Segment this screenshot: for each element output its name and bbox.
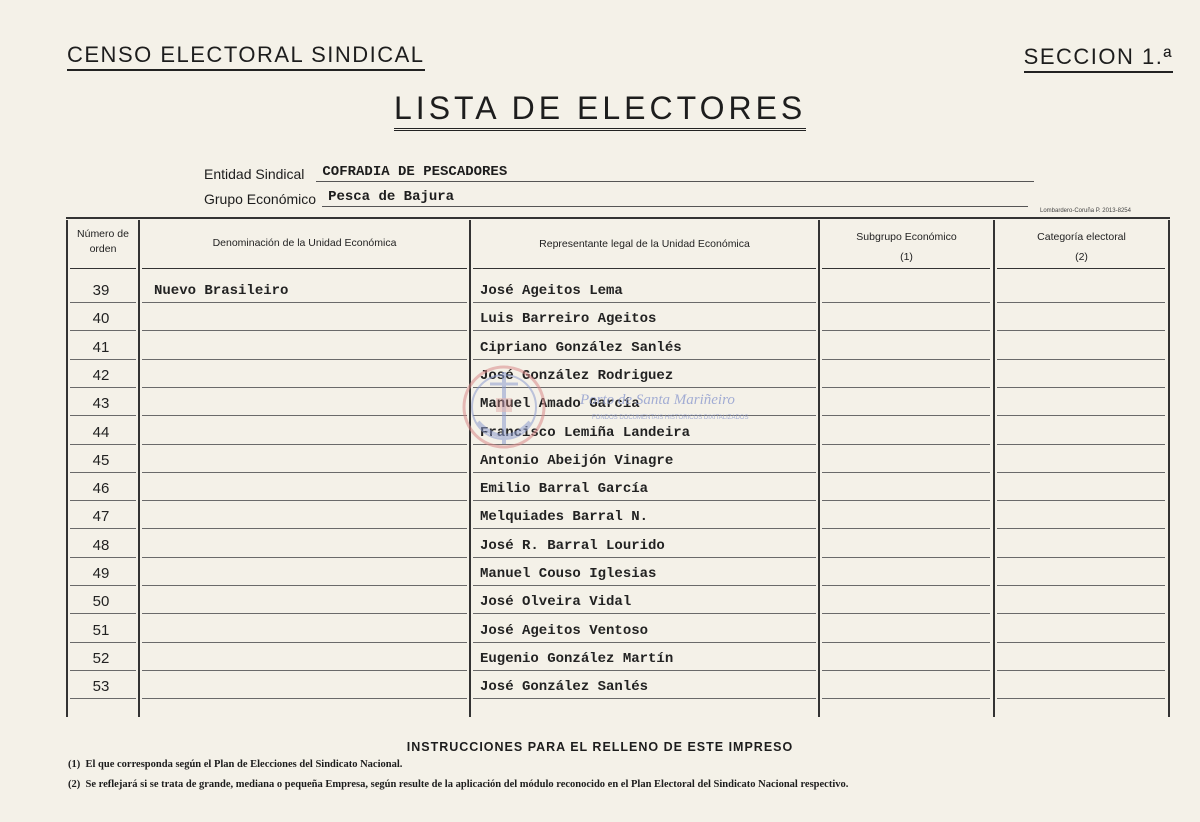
list-title: LISTA DE ELECTORES	[394, 90, 806, 131]
header-rule	[142, 268, 467, 269]
row-rule	[70, 557, 136, 558]
row-rule	[822, 500, 990, 501]
row-rule	[70, 528, 136, 529]
col-divider-3	[818, 220, 820, 717]
row-rule	[70, 500, 136, 501]
col-divider-4	[993, 220, 995, 717]
col-header-unit: Denominación de la Unidad Económica	[212, 237, 397, 249]
row-rule	[70, 415, 136, 416]
row-rule	[822, 302, 990, 303]
row-rule	[473, 528, 816, 529]
row-rule	[822, 698, 990, 699]
row-number: 44	[92, 423, 110, 441]
representative-cell: Manuel Couso Iglesias	[480, 566, 657, 582]
census-title: CENSO ELECTORAL SINDICAL	[67, 42, 425, 71]
row-rule	[142, 359, 467, 360]
representative-cell: Francisco Lemiña Landeira	[480, 424, 691, 441]
row-number: 39	[92, 282, 110, 299]
row-rule	[70, 698, 136, 699]
row-rule	[997, 330, 1165, 331]
representative-cell: José Olveira Vidal	[480, 594, 632, 611]
row-rule	[997, 613, 1165, 614]
row-rule	[473, 613, 816, 614]
row-rule	[822, 359, 990, 360]
row-number: 53	[92, 678, 110, 696]
col-header-subgroup: Subgrupo Económico	[856, 231, 957, 243]
row-rule	[70, 359, 136, 360]
row-number: 46	[92, 480, 110, 498]
unit-name-cell: Nuevo Brasileiro	[154, 283, 289, 299]
row-rule	[997, 557, 1165, 558]
table-top-rule	[66, 217, 1170, 219]
row-number: 41	[92, 338, 110, 356]
row-rule	[142, 444, 467, 445]
col-header-category-note: (2)	[1075, 251, 1088, 263]
row-rule	[822, 585, 990, 586]
row-number: 43	[92, 395, 110, 413]
row-rule	[473, 698, 816, 699]
row-rule	[70, 670, 136, 671]
representative-cell: Manuel Amado García	[480, 396, 640, 413]
representative-cell: José Ageitos Lema	[480, 283, 623, 299]
row-rule	[997, 472, 1165, 473]
row-rule	[822, 528, 990, 529]
note-1-text: El que corresponda según el Plan de Elecciones del Sindicato Nacional.	[85, 759, 403, 770]
row-rule	[473, 585, 816, 586]
col-divider-1	[138, 220, 140, 717]
note-2-text: Se reflejará si se trata de grande, mediana o pequeña Empresa, según resulte de la aplicación del módulo reconocido en el Plan Electoral del Sindicato Nacional respectivo.	[85, 779, 849, 790]
entity-label: Entidad Sindical	[204, 166, 305, 182]
row-rule	[473, 670, 816, 671]
row-number: 49	[92, 565, 110, 582]
note-1-mark: (1)	[68, 759, 81, 770]
row-rule	[142, 670, 467, 671]
representative-cell: Cipriano González Sanlés	[480, 339, 682, 356]
row-rule	[822, 472, 990, 473]
group-label: Grupo Económico	[204, 191, 317, 207]
row-rule	[70, 472, 136, 473]
row-rule	[142, 585, 467, 586]
row-rule	[473, 472, 816, 473]
row-rule	[822, 444, 990, 445]
col-header-category: Categoría electoral	[1037, 231, 1126, 243]
printer-mark: Lombardero-Coruña P. 2013-8254	[1040, 208, 1131, 214]
row-number: 47	[92, 508, 110, 526]
row-rule	[822, 642, 990, 643]
entity-value: COFRADIA DE PESCADORES	[316, 164, 1034, 182]
row-rule	[997, 359, 1165, 360]
col-header-representative: Representante legal de la Unidad Económica	[539, 238, 750, 250]
row-rule	[142, 528, 467, 529]
representative-cell: Antonio Abeijón Vinagre	[480, 452, 674, 469]
row-rule	[473, 330, 816, 331]
col-divider-2	[469, 220, 471, 717]
row-rule	[997, 585, 1165, 586]
header-rule	[70, 268, 136, 269]
watermark-subtext: FONDOS DOCUMENTAIS HISTÓRICOS DIXITALIZADOS	[592, 415, 749, 421]
representative-cell: José González Rodriguez	[480, 367, 674, 384]
row-rule	[473, 302, 816, 303]
representative-cell: Eugenio González Martín	[480, 650, 674, 667]
group-field	[204, 185, 1028, 207]
section-label: SECCION 1.ª	[1024, 44, 1173, 73]
row-rule	[997, 387, 1165, 388]
row-rule	[822, 387, 990, 388]
row-number: 45	[92, 451, 110, 469]
row-rule	[70, 444, 136, 445]
instruction-note-2	[68, 779, 848, 790]
row-rule	[142, 642, 467, 643]
row-rule	[142, 330, 467, 331]
row-rule	[997, 444, 1165, 445]
instructions-title: INSTRUCCIONES PARA EL RELLENO DE ESTE IMPRESO	[406, 740, 794, 754]
row-rule	[997, 415, 1165, 416]
representative-cell: José R. Barral Lourido	[480, 537, 665, 554]
row-rule	[473, 500, 816, 501]
instruction-note-1	[68, 759, 402, 770]
row-rule	[142, 387, 467, 388]
header-rule	[997, 268, 1165, 269]
row-rule	[70, 302, 136, 303]
row-rule	[70, 585, 136, 586]
header-rule	[822, 268, 990, 269]
watermark-text: Porto de Santa Mariñeiro	[580, 392, 735, 408]
row-rule	[142, 557, 467, 558]
row-rule	[70, 330, 136, 331]
row-rule	[997, 642, 1165, 643]
row-rule	[997, 302, 1165, 303]
row-rule	[70, 642, 136, 643]
row-rule	[997, 500, 1165, 501]
row-rule	[142, 698, 467, 699]
entity-field	[204, 160, 1034, 182]
row-number: 52	[92, 649, 110, 667]
representative-cell: Melquiades Barral N.	[480, 509, 649, 526]
representative-cell: José Ageitos Ventoso	[480, 622, 649, 639]
row-rule	[822, 613, 990, 614]
row-number: 48	[92, 536, 110, 554]
table-border-right	[1168, 220, 1170, 717]
row-rule	[70, 613, 136, 614]
group-value: Pesca de Bajura	[322, 189, 1028, 207]
row-rule	[997, 670, 1165, 671]
row-rule	[473, 642, 816, 643]
row-rule	[142, 302, 467, 303]
row-rule	[142, 500, 467, 501]
row-number: 42	[92, 366, 110, 384]
col-header-order: Número de orden	[77, 228, 129, 255]
table-border-left	[66, 220, 68, 717]
row-rule	[142, 613, 467, 614]
row-rule	[822, 415, 990, 416]
row-rule	[822, 330, 990, 331]
row-rule	[473, 557, 816, 558]
header-rule	[473, 268, 816, 269]
row-number: 51	[92, 621, 110, 639]
col-header-subgroup-note: (1)	[900, 251, 913, 263]
row-rule	[70, 387, 136, 388]
row-number: 50	[92, 593, 110, 611]
row-rule	[142, 415, 467, 416]
row-rule	[997, 528, 1165, 529]
representative-cell: Emilio Barral García	[480, 481, 649, 498]
note-2-mark: (2)	[68, 779, 81, 790]
row-rule	[822, 670, 990, 671]
row-rule	[822, 557, 990, 558]
row-rule	[142, 472, 467, 473]
row-number: 40	[92, 310, 110, 328]
row-rule	[997, 698, 1165, 699]
representative-cell: Luis Barreiro Ageitos	[480, 311, 657, 328]
representative-cell: José González Sanlés	[480, 679, 649, 696]
